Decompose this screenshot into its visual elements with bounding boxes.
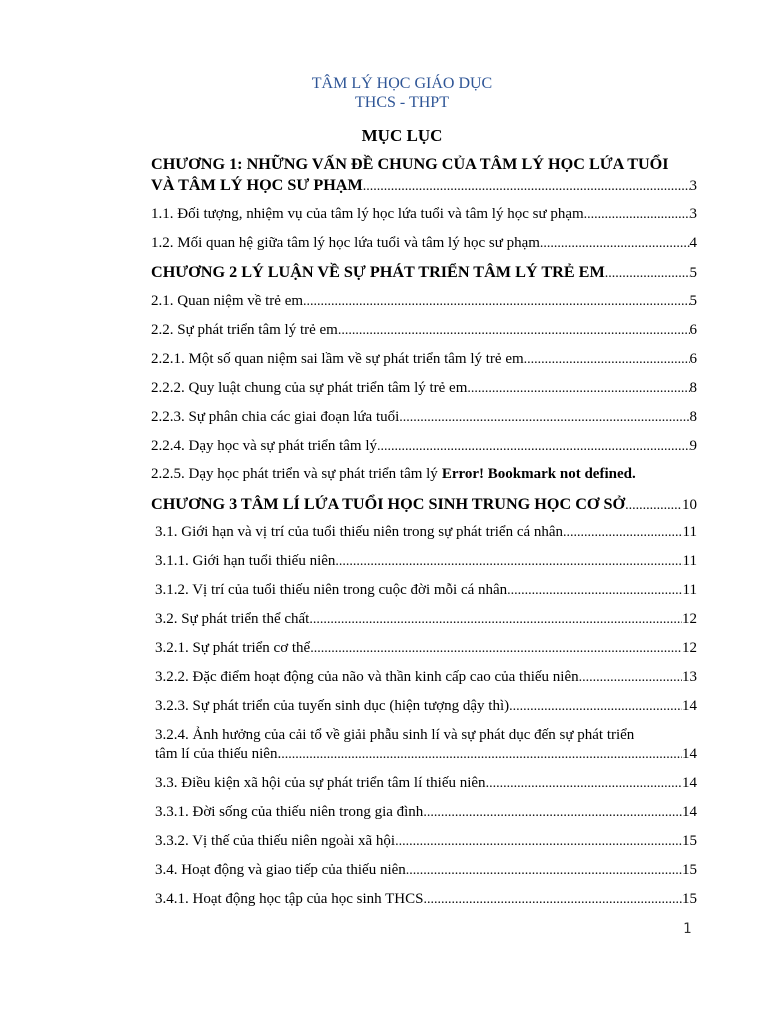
toc-leader-dots: [423, 805, 682, 821]
toc-leader-dots: [281, 747, 682, 763]
toc-leader-dots: [309, 612, 682, 628]
toc-entry-text: VÀ TÂM LÝ HỌC SƯ PHẠM: [151, 176, 363, 194]
toc-entry-text: 3.1.2. Vị trí của tuổi thiếu niên trong cuộc đời mỗi cá nhân: [155, 582, 508, 598]
toc-page-number: 13: [682, 669, 697, 685]
toc-leader-dots: [486, 776, 682, 792]
toc-entry-text: CHƯƠNG 3 TÂM LÍ LỨA TUỔI HỌC SINH TRUNG HỌC CƠ SỞ: [151, 495, 626, 513]
toc-chapter-3[interactable]: [151, 495, 697, 514]
toc-entry-3-2-4[interactable]: [155, 746, 697, 763]
toc-entry-text: 3.3. Điều kiện xã hội của sự phát triển tâm lí thiếu niên: [155, 775, 486, 791]
toc-entry-text: 3.2.1. Sự phát triển cơ thể: [155, 640, 311, 656]
toc-page-number: 6: [689, 322, 697, 338]
toc-entry-text: 2.1. Quan niệm về trẻ em: [151, 293, 304, 309]
toc-entry-3-2[interactable]: [155, 611, 697, 628]
toc-page-number: 12: [682, 640, 697, 656]
header-subtitle: THCS - THPT: [355, 94, 449, 111]
toc-leader-dots: [507, 583, 682, 599]
toc-leader-dots: [625, 498, 682, 514]
toc-entry-text: 1.2. Mối quan hệ giữa tâm lý học lứa tuổi và tâm lý học sư phạm: [151, 235, 540, 251]
toc-page-number: 6: [689, 351, 697, 367]
toc-leader-dots: [310, 641, 682, 657]
toc-entry-text: CHƯƠNG 2 LÝ LUẬN VỀ SỰ PHÁT TRIỂN TÂM LÝ TRẺ EM: [151, 263, 605, 281]
toc-entry-3-2-1[interactable]: [155, 640, 697, 657]
toc-entry-text: 3.4.1. Hoạt động học tập của học sinh THCS: [155, 891, 424, 907]
toc-leader-dots: [338, 323, 690, 339]
toc-leader-dots: [395, 834, 682, 850]
toc-page-number: 11: [682, 524, 697, 540]
toc-leader-dots: [524, 352, 690, 368]
toc-page-number: 3: [689, 178, 697, 194]
toc-page-number: 5: [689, 293, 697, 309]
toc-leader-dots: [423, 892, 682, 908]
toc-leader-dots: [467, 381, 689, 397]
toc-leader-dots: [303, 294, 689, 310]
toc-entry-text: tâm lí của thiếu niên.: [155, 746, 282, 762]
toc-leader-dots: [335, 554, 682, 570]
toc-leader-dots: [540, 236, 690, 252]
toc-entry-text: 3.3.2. Vị thế của thiếu niên ngoài xã hội: [155, 833, 396, 849]
toc-entry-text: 3.2.3. Sự phát triển của tuyến sinh dục (hiện tượng dậy thì): [155, 698, 510, 714]
toc-entry-2-2-3[interactable]: [151, 409, 697, 426]
toc-entry-1-1[interactable]: [151, 206, 697, 223]
toc-entry-text: 1.1. Đối tượng, nhiệm vụ của tâm lý học lứa tuổi và tâm lý học sư phạm: [151, 206, 584, 222]
toc-entry-3-1-2[interactable]: [155, 582, 697, 599]
toc-entry-text: 3.3.1. Đời sống của thiếu niên trong gia đình: [155, 804, 424, 820]
toc-page-number: 3: [689, 206, 697, 222]
toc-entry-3-2-2[interactable]: [155, 669, 697, 686]
toc-leader-dots: [563, 525, 683, 541]
toc-leader-dots: [377, 439, 690, 455]
toc-page-number: 14: [682, 698, 697, 714]
toc-entry-2-2-1[interactable]: [151, 351, 697, 368]
header-title: TÂM LÝ HỌC GIÁO DỤC: [311, 75, 493, 92]
toc-page-number: 10: [682, 497, 697, 513]
toc-page-number: 14: [682, 775, 697, 791]
toc-entry-3-3-1[interactable]: [155, 804, 697, 821]
toc-entry-text: 3.2. Sự phát triển thể chất: [155, 611, 310, 627]
toc-leader-dots: [363, 179, 690, 195]
toc-page-number: 15: [682, 833, 697, 849]
toc-page-number: 15: [682, 862, 697, 878]
toc-leader-dots: [406, 863, 682, 879]
toc-chapter-1[interactable]: [151, 176, 697, 195]
toc-page-number: 5: [689, 265, 697, 281]
bookmark-error: Error! Bookmark not defined.: [441, 466, 636, 482]
toc-entry-text: 3.4. Hoạt động và giao tiếp của thiếu niên: [155, 862, 406, 878]
toc-page-number: 9: [689, 438, 697, 454]
toc-leader-dots: [509, 699, 682, 715]
toc-leader-dots: [579, 670, 682, 686]
page-number: 1: [683, 921, 692, 937]
toc-page-number: 14: [682, 804, 697, 820]
toc-page-number: 8: [689, 409, 697, 425]
toc-entry-text: 2.2. Sự phát triển tâm lý trẻ em: [151, 322, 338, 338]
toc-entry-text: 3.2.2. Đặc điểm hoạt động của não và thần kinh cấp cao của thiếu niên: [155, 669, 579, 685]
document-header: [0, 74, 768, 112]
toc-entry-2-1[interactable]: [151, 293, 697, 310]
toc-entry-2-2-4[interactable]: [151, 438, 697, 455]
toc-entry-3-2-3[interactable]: [155, 698, 697, 715]
toc-entry-text: 2.2.4. Dạy học và sự phát triển tâm lý: [151, 438, 377, 454]
toc-entry-3-3-2[interactable]: [155, 833, 697, 850]
toc-entry-3-4[interactable]: [155, 862, 697, 879]
toc-entry-text: 2.2.1. Một số quan niệm sai lầm về sự phát triển tâm lý trẻ em: [151, 351, 524, 367]
toc-entry-text: 2.2.5. Dạy học phát triển và sự phát triển tâm lý: [151, 466, 438, 482]
toc-page-number: 11: [682, 553, 697, 569]
toc-entry-3-4-1[interactable]: [155, 891, 697, 908]
toc-leader-dots: [584, 207, 690, 223]
toc-chapter-2[interactable]: [151, 263, 697, 282]
toc-entry-3-1-1[interactable]: [155, 553, 697, 570]
toc-page-number: 12: [682, 611, 697, 627]
toc-entry-2-2-5[interactable]: [151, 466, 697, 483]
toc-page-number: 15: [682, 891, 697, 907]
toc-title: MỤC LỤC: [361, 126, 443, 145]
toc-entry-3-2-4-line1[interactable]: 3.2.4. Ảnh hưởng của cải tổ về giải phẫu sinh lí và sự phát dục đến sự phát triển: [155, 727, 635, 743]
toc-page-number: 8: [689, 380, 697, 396]
toc-entry-text: 3.1.1. Giới hạn tuổi thiếu niên: [155, 553, 336, 569]
toc-leader-dots: [399, 410, 689, 426]
toc-entry-text: 2.2.2. Quy luật chung của sự phát triển tâm lý trẻ em: [151, 380, 468, 396]
toc-page-number: 14: [682, 746, 697, 762]
toc-entry-3-1[interactable]: [155, 524, 697, 541]
toc-entry-2-2-2[interactable]: [151, 380, 697, 397]
toc-page-number: 4: [689, 235, 697, 251]
toc-leader-dots: [605, 266, 690, 282]
toc-chapter-1-line1[interactable]: CHƯƠNG 1: NHỮNG VẤN ĐỀ CHUNG CỦA TÂM LÝ HỌC LỨA TUỔI: [151, 155, 669, 173]
toc-entry-3-3[interactable]: [155, 775, 697, 792]
toc-entry-1-2[interactable]: [151, 235, 697, 252]
toc-entry-2-2[interactable]: [151, 322, 697, 339]
toc-entry-text: 2.2.3. Sự phân chia các giai đoạn lứa tuổi: [151, 409, 400, 425]
toc-page-number: 11: [682, 582, 697, 598]
toc-entry-text: 3.1. Giới hạn và vị trí của tuổi thiếu niên trong sự phát triển cá nhân: [155, 524, 564, 540]
